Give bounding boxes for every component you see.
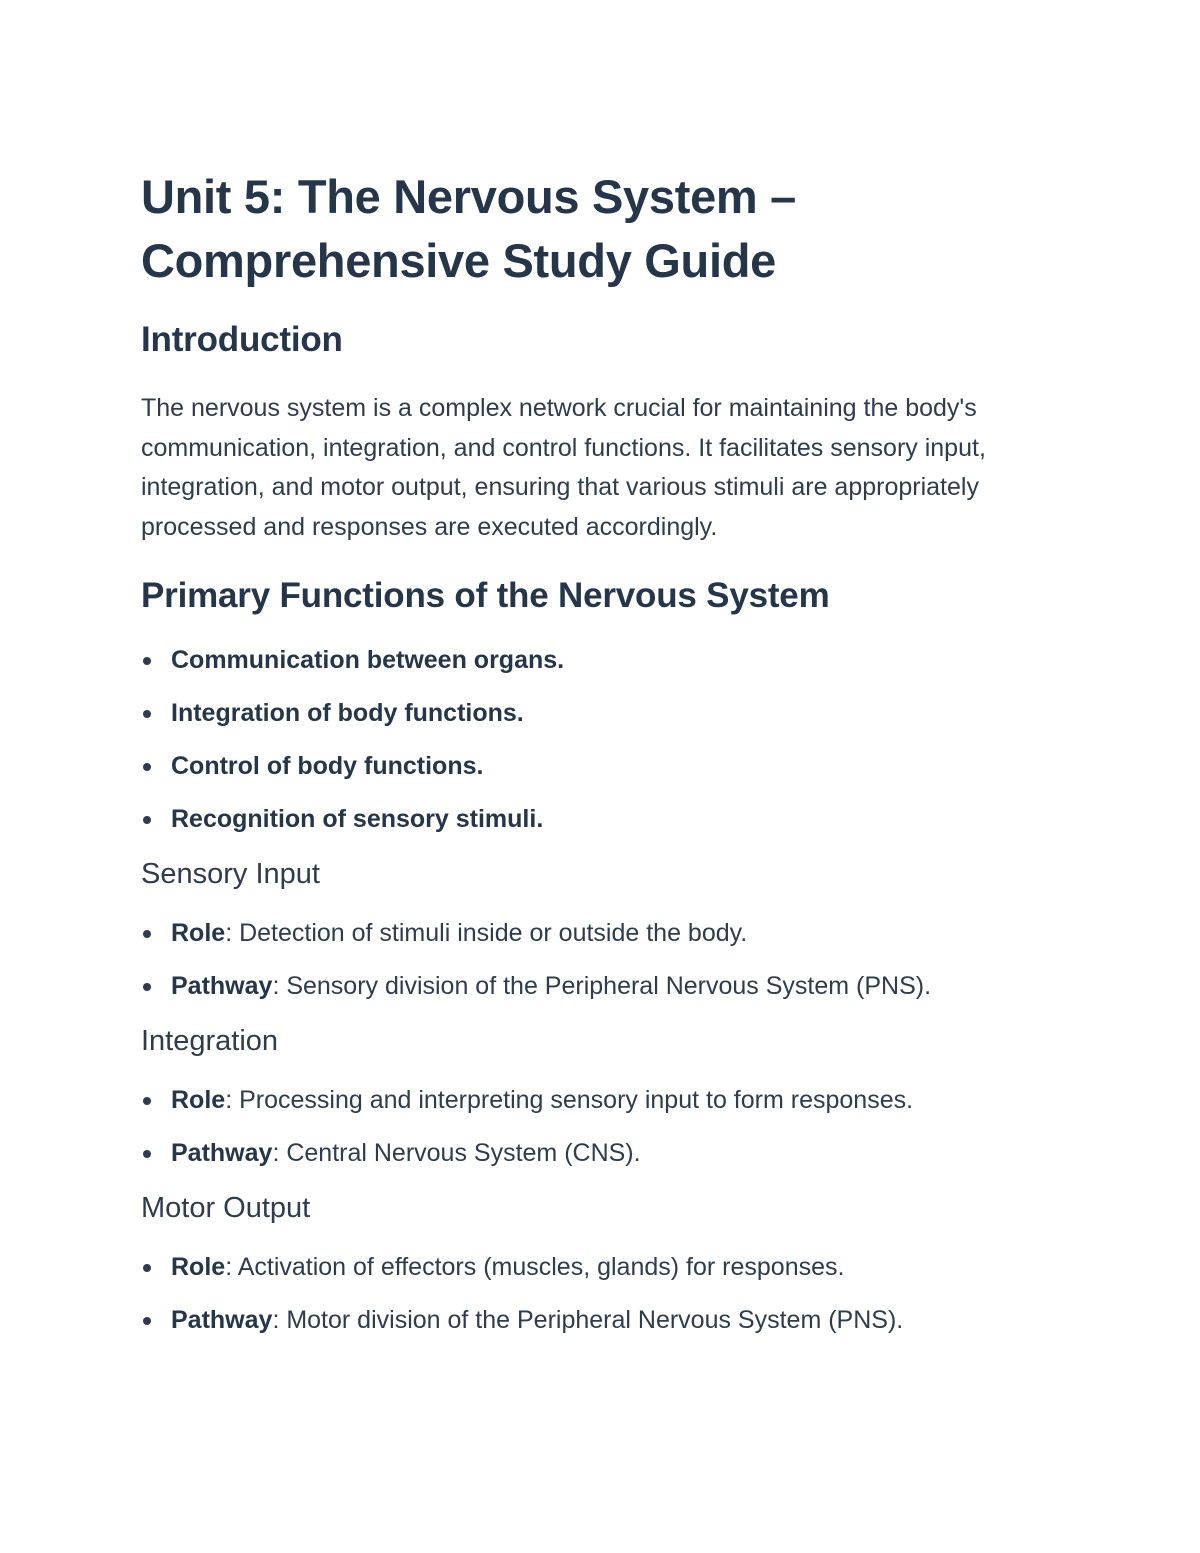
list-item-text: Control of body functions.: [171, 752, 484, 780]
bullet-icon: [143, 1317, 151, 1325]
list-item-label: Role: [171, 1253, 226, 1281]
bullet-icon: [143, 710, 151, 718]
list-item: [141, 1136, 1071, 1170]
bullet-icon: [143, 983, 151, 991]
subheading-motor-output: Motor Output: [141, 1192, 311, 1224]
list-item-text: : Motor division of the Peripheral Nervous System (PNS).: [272, 1306, 904, 1334]
document-page: [141, 165, 1071, 1356]
list-item-text: : Processing and interpreting sensory input to form responses.: [225, 1086, 914, 1114]
page-title: Unit 5: The Nervous System – Comprehensive Study Guide: [141, 170, 797, 287]
list-item: [141, 696, 1071, 730]
list-item-text: Recognition of sensory stimuli.: [171, 805, 544, 833]
list-item-label: Pathway: [171, 1306, 273, 1334]
list-item: [141, 1083, 1071, 1117]
bullet-icon: [143, 1264, 151, 1272]
list-item-text: : Detection of stimuli inside or outside the body.: [225, 919, 748, 947]
list-item-label: Role: [171, 919, 226, 947]
list-item: [141, 1303, 1071, 1337]
list-item: [141, 749, 1071, 783]
subheading-sensory-input: Sensory Input: [141, 858, 320, 890]
primary-functions-list: [141, 643, 1071, 836]
bullet-icon: [143, 816, 151, 824]
integration-list: [141, 1083, 1071, 1170]
motor-output-list: [141, 1250, 1071, 1337]
introduction-paragraph: The nervous system is a complex network crucial for maintaining the body's communication, integration, and control functions. It facilitates sensory input, integration, and motor output, ensuring that various stimuli are appropriately processed and responses are executed accordingly.: [141, 394, 986, 541]
list-item: [141, 916, 1071, 950]
subheading-integration: Integration: [141, 1025, 279, 1057]
bullet-icon: [143, 930, 151, 938]
bullet-icon: [143, 763, 151, 771]
bullet-icon: [143, 1097, 151, 1105]
list-item-text: Integration of body functions.: [171, 699, 524, 727]
list-item-label: Pathway: [171, 1139, 273, 1167]
bullet-icon: [143, 657, 151, 665]
sensory-input-list: [141, 916, 1071, 1003]
list-item-text: Communication between organs.: [171, 646, 565, 674]
list-item-text: : Activation of effectors (muscles, glands) for responses.: [225, 1253, 845, 1281]
list-item-label: Role: [171, 1086, 226, 1114]
list-item: [141, 643, 1071, 677]
list-item: [141, 802, 1071, 836]
list-item-text: : Sensory division of the Peripheral Nervous System (PNS).: [272, 972, 932, 1000]
list-item: [141, 969, 1071, 1003]
list-item: [141, 1250, 1071, 1284]
section-heading-introduction: Introduction: [141, 320, 343, 359]
list-item-label: Pathway: [171, 972, 273, 1000]
list-item-text: : Central Nervous System (CNS).: [272, 1139, 641, 1167]
section-heading-primary-functions: Primary Functions of the Nervous System: [141, 576, 830, 615]
bullet-icon: [143, 1150, 151, 1158]
